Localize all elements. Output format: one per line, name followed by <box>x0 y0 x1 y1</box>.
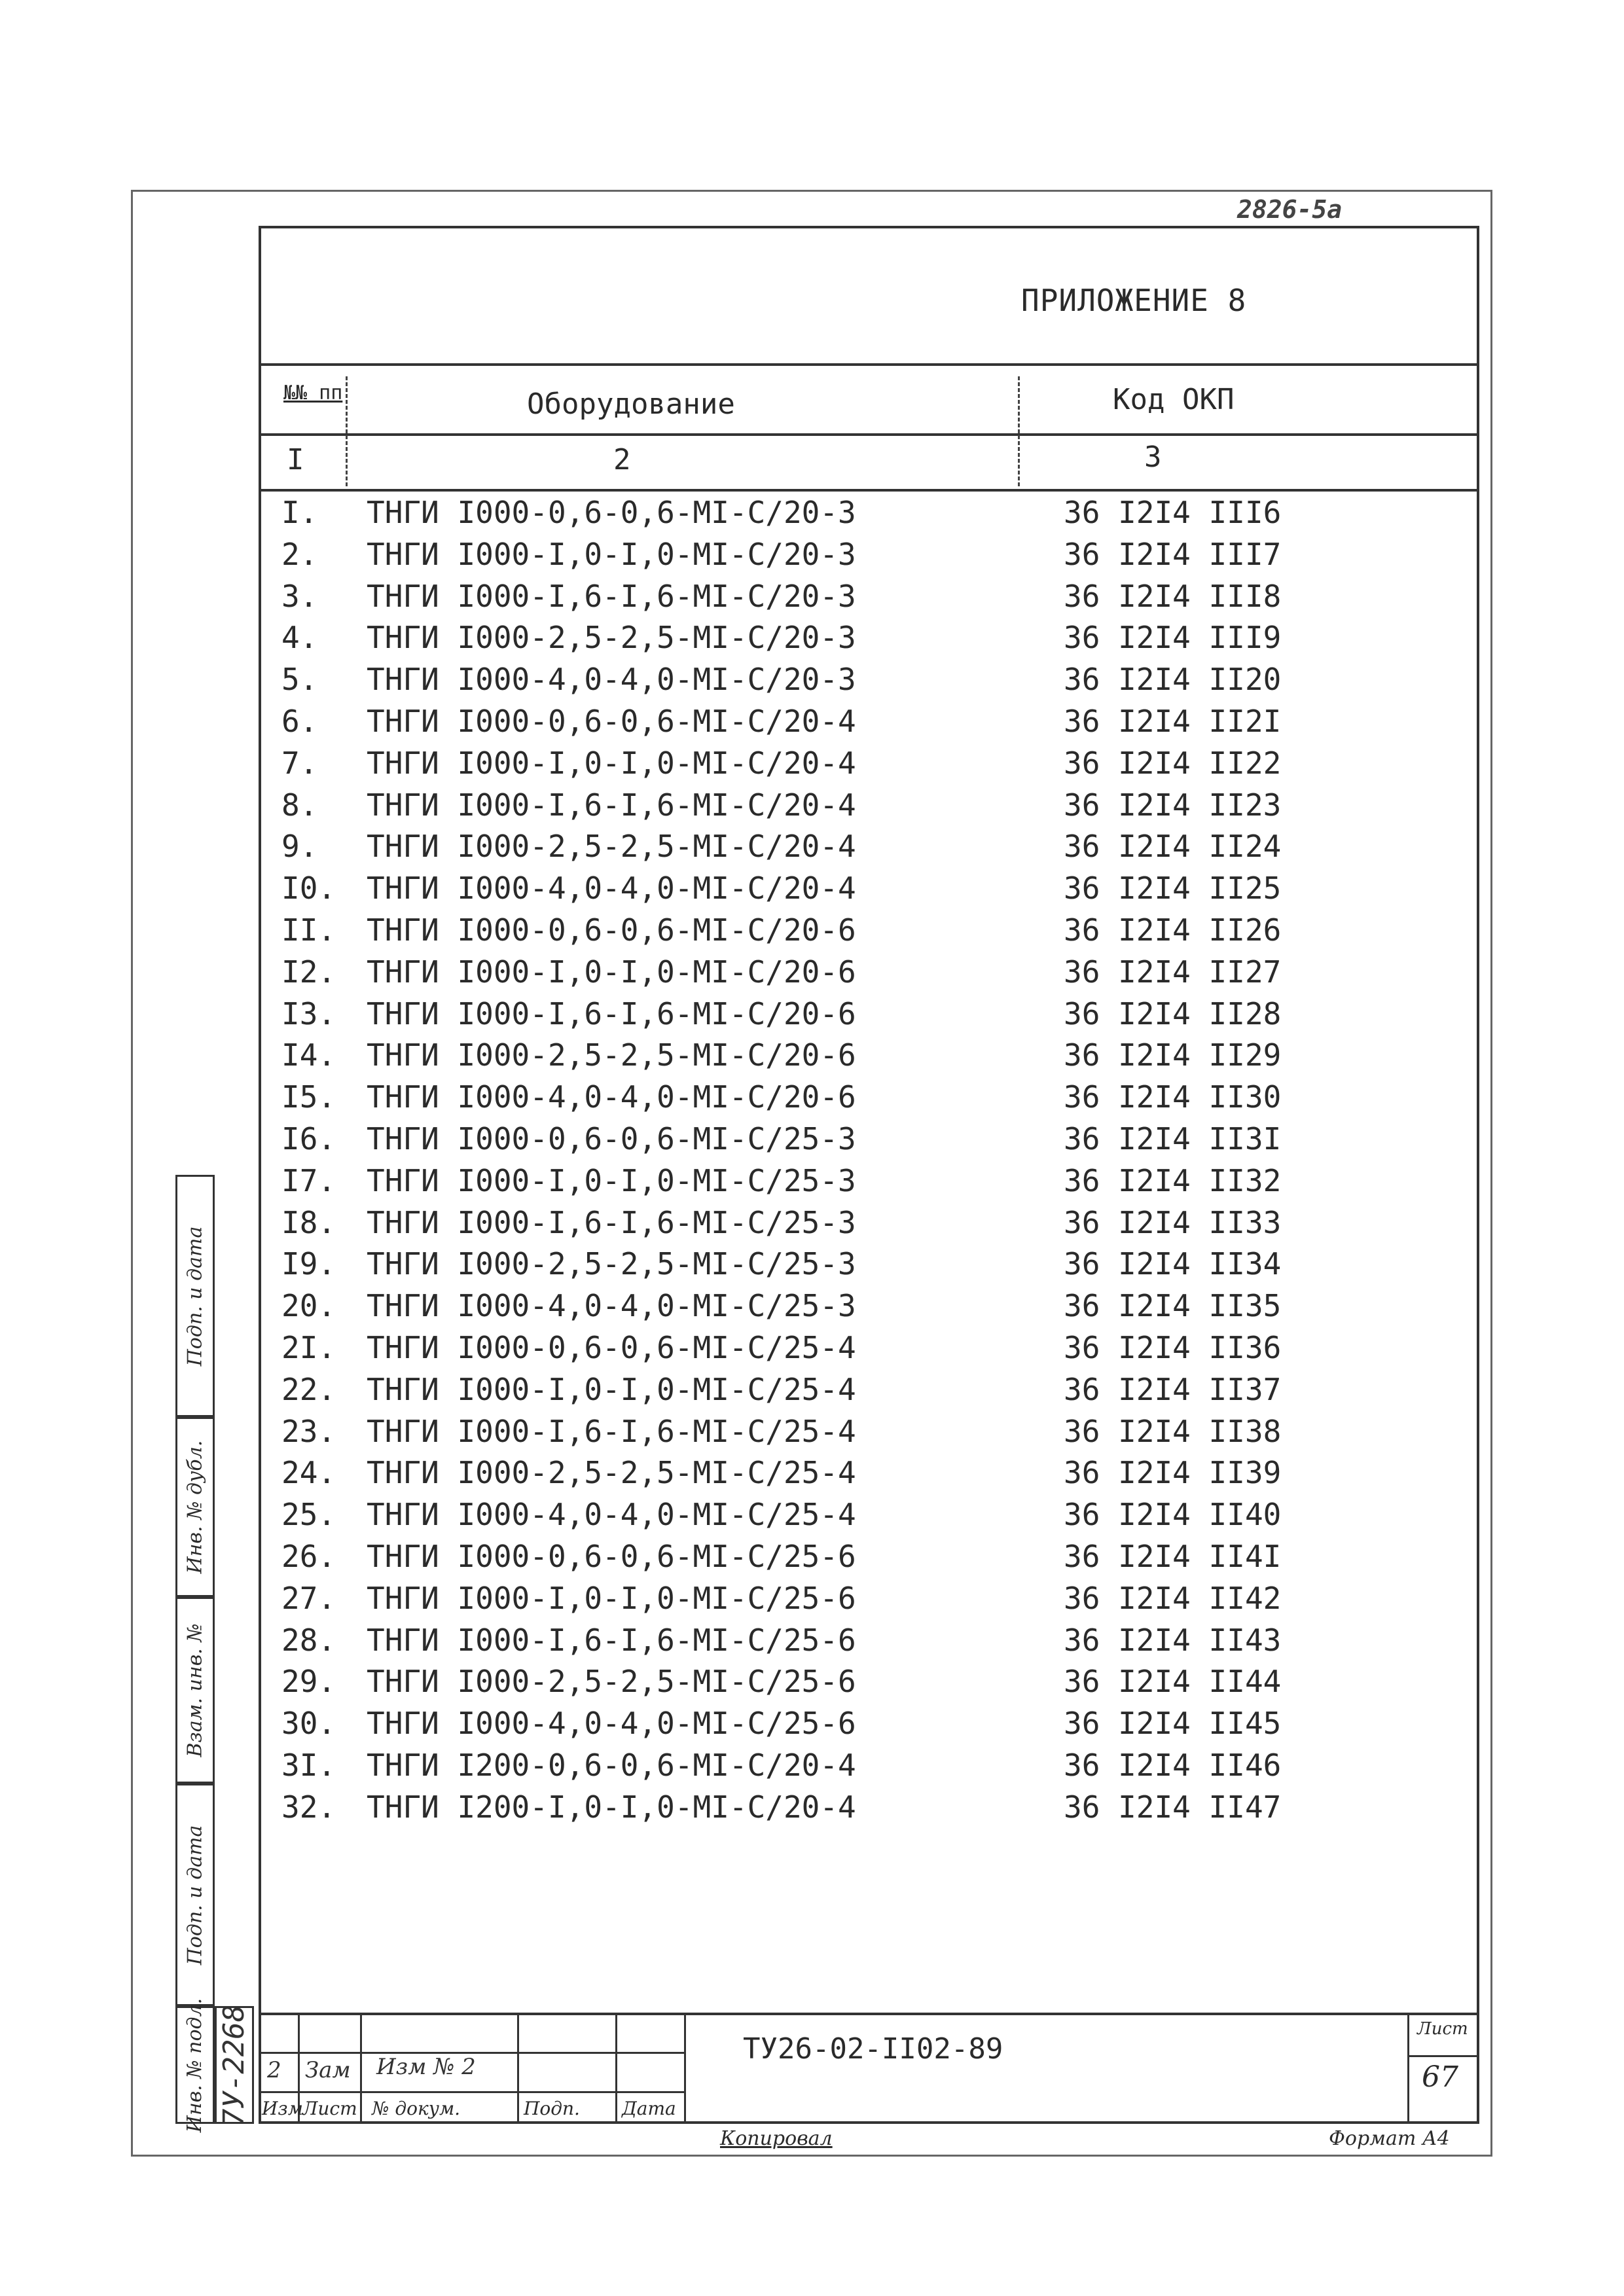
side-inv-orig-value: 7У-2268 <box>217 2004 251 2126</box>
row-okp-code: 36 I2I4 II22 <box>1064 745 1282 781</box>
header-num: №№ пп <box>283 382 343 404</box>
row-okp-code: 36 I2I4 II23 <box>1064 787 1282 823</box>
row-okp-code: 36 I2I4 II46 <box>1064 1747 1282 1783</box>
row-okp-code: 36 I2I4 II3I <box>1064 1121 1282 1157</box>
row-equipment: ТНГИ I000-I,6-I,6-МI-С/20-4 <box>367 787 856 823</box>
table-row <box>281 1578 1329 1620</box>
copied-by: Копировал <box>720 2127 833 2150</box>
label-list: Лист <box>302 2098 357 2119</box>
equipment-table-body <box>281 492 1329 1829</box>
table-row <box>281 1494 1329 1536</box>
label-doc-number: № докум. <box>372 2098 461 2119</box>
row-equipment: ТНГИ I000-2,5-2,5-МI-С/20-6 <box>367 1037 856 1073</box>
row-okp-code: 36 I2I4 II4I <box>1064 1538 1282 1574</box>
table-row <box>281 1119 1329 1160</box>
row-equipment: ТНГИ I000-4,0-4,0-МI-С/25-4 <box>367 1497 856 1533</box>
title-block-col-sheet <box>1407 2013 1409 2124</box>
table-row <box>281 701 1329 743</box>
paper-format: Формат А4 <box>1329 2127 1450 2150</box>
row-equipment: ТНГИ I000-I,0-I,0-МI-С/25-4 <box>367 1371 856 1407</box>
table-row <box>281 826 1329 868</box>
row-number: 23. <box>281 1413 336 1449</box>
table-row <box>281 1411 1329 1453</box>
row-number: I5. <box>281 1079 336 1115</box>
side-stamp <box>175 1175 253 2132</box>
row-equipment: ТНГИ I000-I,0-I,0-МI-С/25-6 <box>367 1580 856 1616</box>
row-equipment: ТНГИ I000-0,6-0,6-МI-С/20-3 <box>367 495 856 530</box>
table-row <box>281 1661 1329 1703</box>
row-number: 7. <box>281 745 318 781</box>
col-divider-2 <box>1018 376 1020 486</box>
table-row <box>281 785 1329 827</box>
row-okp-code: 36 I2I4 II28 <box>1064 996 1282 1031</box>
row-number: 2. <box>281 536 318 572</box>
row-okp-code: 36 I2I4 II47 <box>1064 1789 1282 1825</box>
row-number: 28. <box>281 1622 336 1658</box>
header-code: Код ОКП <box>1113 383 1235 416</box>
row-number: I6. <box>281 1121 336 1157</box>
row-okp-code: 36 I2I4 III6 <box>1064 495 1282 530</box>
row-okp-code: 36 I2I4 III9 <box>1064 620 1282 656</box>
row-number: I8. <box>281 1204 336 1240</box>
table-row <box>281 1452 1329 1494</box>
row-equipment: ТНГИ I000-4,0-4,0-МI-С/20-4 <box>367 870 856 906</box>
row-number: II. <box>281 912 336 948</box>
row-okp-code: 36 I2I4 II36 <box>1064 1329 1282 1365</box>
change-doc: Изм № 2 <box>376 2054 476 2080</box>
sheet-number: 67 <box>1422 2060 1458 2094</box>
row-equipment: ТНГИ I000-4,0-4,0-МI-С/20-3 <box>367 662 856 698</box>
title-block-col-5 <box>684 2013 686 2124</box>
row-okp-code: 36 I2I4 II29 <box>1064 1037 1282 1073</box>
row-okp-code: 36 I2I4 II20 <box>1064 662 1282 698</box>
side-label-inv-dup: Инв. № дубл. <box>183 1440 207 1574</box>
table-row <box>281 910 1329 952</box>
appendix-title: ПРИЛОЖЕНИЕ 8 <box>1021 283 1247 318</box>
row-equipment: ТНГИ I000-4,0-4,0-МI-С/20-6 <box>367 1079 856 1115</box>
row-equipment: ТНГИ I000-I,0-I,0-МI-С/20-4 <box>367 745 856 781</box>
change-type: Зам <box>305 2057 351 2083</box>
row-number: I9. <box>281 1246 336 1282</box>
table-row <box>281 1285 1329 1327</box>
row-number: 5. <box>281 662 318 698</box>
row-number: I4. <box>281 1037 336 1073</box>
row-number: 30. <box>281 1706 336 1742</box>
row-okp-code: 36 I2I4 II37 <box>1064 1371 1282 1407</box>
row-number: 22. <box>281 1371 336 1407</box>
label-sign: Подп. <box>524 2098 580 2119</box>
row-number: I2. <box>281 954 336 990</box>
table-row <box>281 1745 1329 1787</box>
row-okp-code: 36 I2I4 II43 <box>1064 1622 1282 1658</box>
colnum-equipment: 2 <box>613 443 631 476</box>
table-row <box>281 1536 1329 1578</box>
change-number: 2 <box>267 2057 281 2083</box>
row-equipment: ТНГИ I000-0,6-0,6-МI-С/20-4 <box>367 703 856 739</box>
table-row <box>281 492 1329 534</box>
row-okp-code: 36 I2I4 II40 <box>1064 1497 1282 1533</box>
row-equipment: ТНГИ I000-I,6-I,6-МI-С/25-4 <box>367 1413 856 1449</box>
row-okp-code: 36 I2I4 II30 <box>1064 1079 1282 1115</box>
row-equipment: ТНГИ I000-I,6-I,6-МI-С/20-3 <box>367 578 856 614</box>
table-row <box>281 994 1329 1035</box>
row-equipment: ТНГИ I000-0,6-0,6-МI-С/20-6 <box>367 912 856 948</box>
table-row <box>281 1035 1329 1077</box>
table-row <box>281 534 1329 576</box>
row-okp-code: 36 I2I4 III7 <box>1064 536 1282 572</box>
row-number: 29. <box>281 1664 336 1700</box>
row-equipment: ТНГИ I000-I,6-I,6-МI-С/25-3 <box>367 1204 856 1240</box>
row-number: I7. <box>281 1162 336 1198</box>
row-number: 24. <box>281 1455 336 1491</box>
side-label-sign-date: Подп. и дата <box>183 1226 207 1366</box>
row-number: 27. <box>281 1580 336 1616</box>
title-block-row-line-2 <box>259 2091 684 2093</box>
table-row <box>281 1202 1329 1244</box>
row-okp-code: 36 I2I4 III8 <box>1064 578 1282 614</box>
row-equipment: ТНГИ I000-I,0-I,0-МI-С/20-6 <box>367 954 856 990</box>
table-row <box>281 1620 1329 1662</box>
col-divider-1 <box>346 376 348 486</box>
row-equipment: ТНГИ I000-4,0-4,0-МI-С/25-6 <box>367 1706 856 1742</box>
row-number: 3I. <box>281 1747 336 1783</box>
title-block-top-line <box>259 2013 1479 2015</box>
header-mid-line <box>259 433 1479 436</box>
document-mark: 2826-5a <box>1237 195 1343 224</box>
table-row <box>281 1077 1329 1119</box>
row-equipment: ТНГИ I200-0,6-0,6-МI-С/20-4 <box>367 1747 856 1783</box>
title-block-col-4 <box>615 2013 617 2124</box>
table-row <box>281 576 1329 618</box>
header-top-line <box>259 363 1479 366</box>
title-block-sheet-line <box>1407 2055 1479 2057</box>
row-number: 8. <box>281 787 318 823</box>
colnum-num: I <box>287 443 304 476</box>
row-okp-code: 36 I2I4 II44 <box>1064 1664 1282 1700</box>
row-okp-code: 36 I2I4 II34 <box>1064 1246 1282 1282</box>
row-number: 6. <box>281 703 318 739</box>
row-okp-code: 36 I2I4 II26 <box>1064 912 1282 948</box>
row-okp-code: 36 I2I4 II27 <box>1064 954 1282 990</box>
table-row <box>281 1160 1329 1202</box>
row-equipment: ТНГИ I000-0,6-0,6-МI-С/25-6 <box>367 1538 856 1574</box>
row-equipment: ТНГИ I000-2,5-2,5-МI-С/25-6 <box>367 1664 856 1700</box>
row-number: I. <box>281 495 318 530</box>
table-row <box>281 1327 1329 1369</box>
row-number: 25. <box>281 1497 336 1533</box>
row-equipment: ТНГИ I000-2,5-2,5-МI-С/20-4 <box>367 829 856 865</box>
row-okp-code: 36 I2I4 II33 <box>1064 1204 1282 1240</box>
row-number: I3. <box>281 996 336 1031</box>
title-block-col-2 <box>360 2013 362 2124</box>
row-okp-code: 36 I2I4 II38 <box>1064 1413 1282 1449</box>
table-row <box>281 617 1329 659</box>
table-row <box>281 1244 1329 1285</box>
row-equipment: ТНГИ I000-2,5-2,5-МI-С/25-4 <box>367 1455 856 1491</box>
table-row <box>281 1787 1329 1829</box>
sheet-label: Лист <box>1417 2019 1468 2039</box>
row-equipment: ТНГИ I000-2,5-2,5-МI-С/20-3 <box>367 620 856 656</box>
row-equipment: ТНГИ I000-I,6-I,6-МI-С/25-6 <box>367 1622 856 1658</box>
row-equipment: ТНГИ I200-I,0-I,0-МI-С/20-4 <box>367 1789 856 1825</box>
side-label-inv-orig: Инв. № подл. <box>183 1998 207 2132</box>
row-okp-code: 36 I2I4 II24 <box>1064 829 1282 865</box>
table-row <box>281 952 1329 994</box>
row-number: 3. <box>281 578 318 614</box>
row-equipment: ТНГИ I000-0,6-0,6-МI-С/25-4 <box>367 1329 856 1365</box>
row-equipment: ТНГИ I000-I,0-I,0-МI-С/20-3 <box>367 536 856 572</box>
row-okp-code: 36 I2I4 II2I <box>1064 703 1282 739</box>
row-number: 9. <box>281 829 318 865</box>
spec-number: ТУ26-02-II02-89 <box>743 2032 1003 2066</box>
row-number: 2I. <box>281 1329 336 1365</box>
row-number: 20. <box>281 1288 336 1324</box>
colnum-code: 3 <box>1144 440 1162 474</box>
row-number: 32. <box>281 1789 336 1825</box>
row-okp-code: 36 I2I4 II35 <box>1064 1288 1282 1324</box>
table-row <box>281 1369 1329 1411</box>
row-okp-code: 36 I2I4 II25 <box>1064 870 1282 906</box>
side-label-sign-date2: Подп. и дата <box>183 1825 207 1965</box>
table-row <box>281 659 1329 701</box>
label-izm: Изм <box>262 2098 303 2119</box>
header-bottom-line <box>259 489 1479 492</box>
row-okp-code: 36 I2I4 II32 <box>1064 1162 1282 1198</box>
title-block-col-3 <box>517 2013 519 2124</box>
row-okp-code: 36 I2I4 II42 <box>1064 1580 1282 1616</box>
header-equipment: Оборудование <box>527 387 735 421</box>
row-number: 26. <box>281 1538 336 1574</box>
row-number: I0. <box>281 870 336 906</box>
row-equipment: ТНГИ I000-I,6-I,6-МI-С/20-6 <box>367 996 856 1031</box>
table-row <box>281 1703 1329 1745</box>
label-date: Дата <box>622 2098 676 2119</box>
table-row <box>281 868 1329 910</box>
row-okp-code: 36 I2I4 II45 <box>1064 1706 1282 1742</box>
row-number: 4. <box>281 620 318 656</box>
table-row <box>281 743 1329 785</box>
row-equipment: ТНГИ I000-0,6-0,6-МI-С/25-3 <box>367 1121 856 1157</box>
row-equipment: ТНГИ I000-4,0-4,0-МI-С/25-3 <box>367 1288 856 1324</box>
side-label-vzam-inv: Взам. инв. № <box>183 1623 207 1757</box>
row-equipment: ТНГИ I000-I,0-I,0-МI-С/25-3 <box>367 1162 856 1198</box>
row-equipment: ТНГИ I000-2,5-2,5-МI-С/25-3 <box>367 1246 856 1282</box>
row-okp-code: 36 I2I4 II39 <box>1064 1455 1282 1491</box>
